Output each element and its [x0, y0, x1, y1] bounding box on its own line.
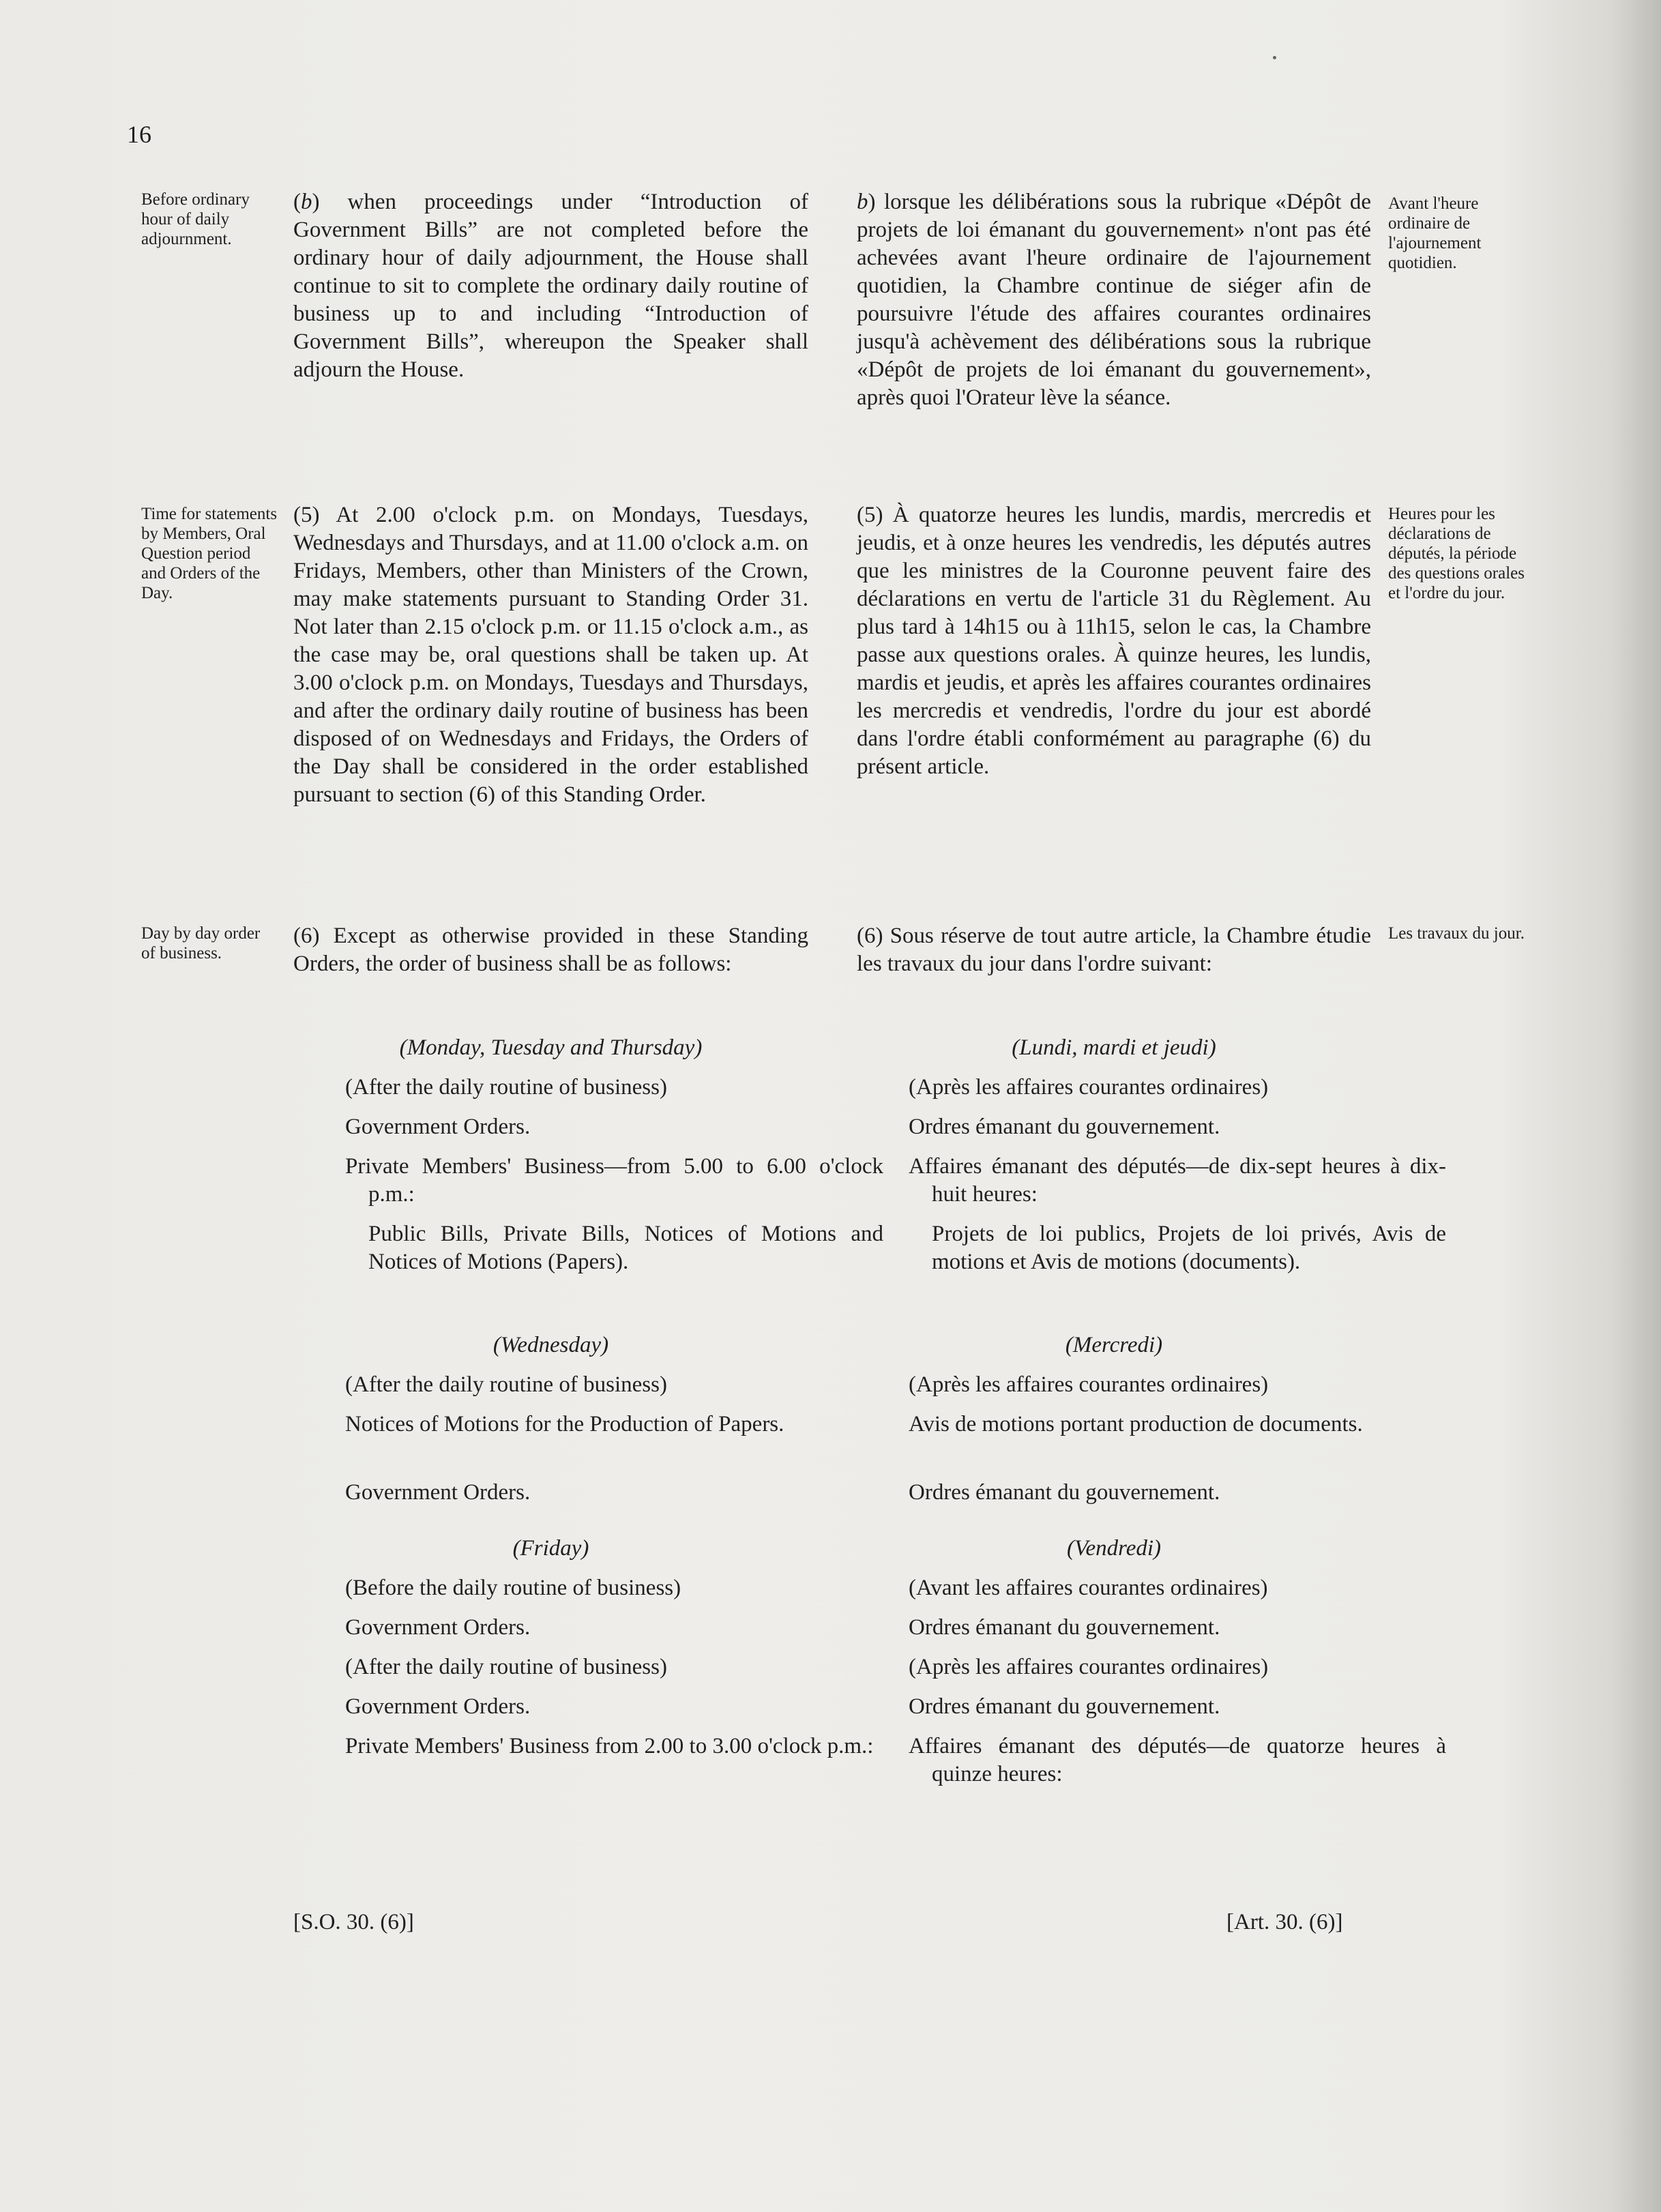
french-heading-vendredi: (Vendredi) [1066, 1536, 1162, 1561]
english-fri-before-routine: (Before the daily routine of business) [345, 1576, 681, 1600]
french-section-6: (6) Sous réserve de tout autre article, la Chambre étudie les travaux du jour dans l'ordre suivant: [857, 924, 1371, 976]
english-wed-notices-of-motions: Notices of Motions for the Production of Papers. [345, 1412, 784, 1436]
english-fri-government-orders-1: Government Orders. [345, 1615, 531, 1640]
english-wed-after-routine: (After the daily routine of business) [345, 1372, 667, 1397]
footer-article-ref: [Art. 30. (6)] [1226, 1910, 1343, 1934]
french-mtt-apres-affaires: (Après les affaires courantes ordinaires) [909, 1075, 1269, 1100]
paragraphe-b-text: ) lorsque les délibérations sous la rubrique «Dépôt de projets de loi émanant du gouvernement» n'ont pas été achevées avant l'heure ordinaire de l'ajournement quotidien, la Chambre continue de siéger afin de poursuivre l'étude des affaires courantes ordinaires jusqu'à achèvement des délibérations sous la rubrique «Dépôt de projets de loi émanant du gouvernement», après quoi l'Orateur lève la séance. [857, 190, 1371, 410]
margin-note-avant-heure-ordinaire: Avant l'heure ordinaire de l'ajournement quotidien. [1388, 194, 1482, 272]
english-fri-after-routine: (After the daily routine of business) [345, 1655, 667, 1679]
english-mtt-pmb-items: Public Bills, Private Bills, Notices of Motions and Notices of Motions (Papers). [368, 1222, 883, 1274]
french-mtt-affaires-deputes: Affaires émanant des députés—de dix-sept heures à dix-huit heures: [909, 1154, 1446, 1207]
french-fri-affaires-deputes: Affaires émanant des députés—de quatorze heures à quinze heures: [909, 1734, 1446, 1786]
margin-note-heures-pour-declarations: Heures pour les déclarations de députés, la période des questions orales et l'ordre du jour. [1388, 505, 1525, 602]
french-heading-lundi-mardi-jeudi: (Lundi, mardi et jeudi) [1012, 1035, 1216, 1060]
english-section-5: (5) At 2.00 o'clock p.m. on Mondays, Tuesdays, Wednesdays and Thursdays, and at 11.00 o'clock a.m. on Fridays, Members, other than Ministers of the Crown, may make statements pursuant to Standing Order 31. Not later than 2.15 o'clock p.m. or 11.15 o'clock a.m., as the case may be, oral questions shall be taken up. At 3.00 o'clock p.m. on Mondays, Tuesdays and Thursdays, and after the ordinary daily routine of business has been disposed of on Wednesdays and Fridays, the Orders of the Day shall be considered in the order established pursuant to section (6) of this Standing Order. [293, 503, 808, 807]
footer-standing-order-ref: [S.O. 30. (6)] [293, 1910, 414, 1934]
english-fri-private-members-business: Private Members' Business from 2.00 to 3.00 o'clock p.m.: [345, 1734, 874, 1758]
french-wed-apres-affaires: (Après les affaires courantes ordinaires) [909, 1372, 1269, 1397]
english-wed-government-orders: Government Orders. [345, 1480, 531, 1505]
french-fri-ordres-gouvernement-2: Ordres émanant du gouvernement. [909, 1694, 1220, 1719]
paragraph-b-label: b [301, 190, 312, 214]
french-paragraph-b [857, 188, 1371, 412]
french-fri-ordres-gouvernement-1: Ordres émanant du gouvernement. [909, 1615, 1220, 1640]
french-fri-avant-affaires: (Avant les affaires courantes ordinaires) [909, 1576, 1268, 1600]
margin-note-day-by-day-order: Day by day order of business. [141, 924, 261, 962]
french-heading-mercredi: (Mercredi) [1065, 1333, 1163, 1357]
english-section-6: (6) Except as otherwise provided in these Standing Orders, the order of business shall be as follows: [293, 924, 808, 976]
paragraphe-b-label: b [857, 190, 868, 214]
page-number: 16 [127, 121, 151, 148]
english-mtt-government-orders: Government Orders. [345, 1115, 531, 1139]
french-fri-apres-affaires: (Après les affaires courantes ordinaires) [909, 1655, 1269, 1679]
paper-speck [1273, 56, 1276, 59]
margin-note-before-ordinary-hour: Before ordinary hour of daily adjournment. [141, 190, 250, 248]
english-heading-friday: (Friday) [512, 1536, 589, 1561]
margin-note-travaux-du-jour: Les travaux du jour. [1388, 924, 1525, 943]
french-wed-avis-de-motions: Avis de motions portant production de documents. [909, 1412, 1363, 1436]
english-heading-wednesday: (Wednesday) [493, 1333, 609, 1357]
english-paragraph-b: (b) when proceedings under “Introduction of Government Bills” are not completed before the ordinary hour of daily adjournment, the House shall continue to sit to complete the ordinary daily routine of business up to and including “Introduction of Government Bills”, whereupon the Speaker shall adjourn the House. [293, 190, 808, 382]
margin-note-time-for-statements: Time for statements by Members, Oral Question period and Orders of the Day. [141, 505, 278, 602]
english-mtt-private-members-business: Private Members' Business—from 5.00 to 6.00 o'clock p.m.: [345, 1154, 883, 1207]
french-mtt-projets-de-loi: Projets de loi publics, Projets de loi privés, Avis de motions et Avis de motions (documents). [932, 1222, 1446, 1274]
english-mtt-after-routine: (After the daily routine of business) [345, 1075, 667, 1100]
english-fri-government-orders-2: Government Orders. [345, 1694, 531, 1719]
french-wed-ordres-gouvernement: Ordres émanant du gouvernement. [909, 1480, 1220, 1505]
english-heading-monday-tuesday-thursday: (Monday, Tuesday and Thursday) [399, 1035, 703, 1060]
french-section-5: (5) À quatorze heures les lundis, mardis, mercredis et jeudis, et à onze heures les vendredis, les députés autres que les ministres de la Couronne peuvent faire des déclarations en vertu de l'article 31 du Règlement. Au plus tard à 14h15 ou à 11h15, selon le cas, la Chambre passe aux questions orales. À quinze heures, les lundis, mardis et jeudis, et après les affaires courantes ordinaires les mercredis et vendredis, l'ordre du jour est abordé dans l'ordre établi conformément au paragraphe (6) du présent article. [857, 503, 1371, 779]
paragraph-b-text: when proceedings under “Introduction of Government Bills” are not completed before the ordinary hour of daily adjournment, the House shall continue to sit to complete the ordinary daily routine of business up to and including “Introduction of Government Bills”, whereupon the Speaker shall adjourn the House. [293, 190, 808, 382]
french-mtt-ordres-gouvernement: Ordres émanant du gouvernement. [909, 1115, 1220, 1139]
